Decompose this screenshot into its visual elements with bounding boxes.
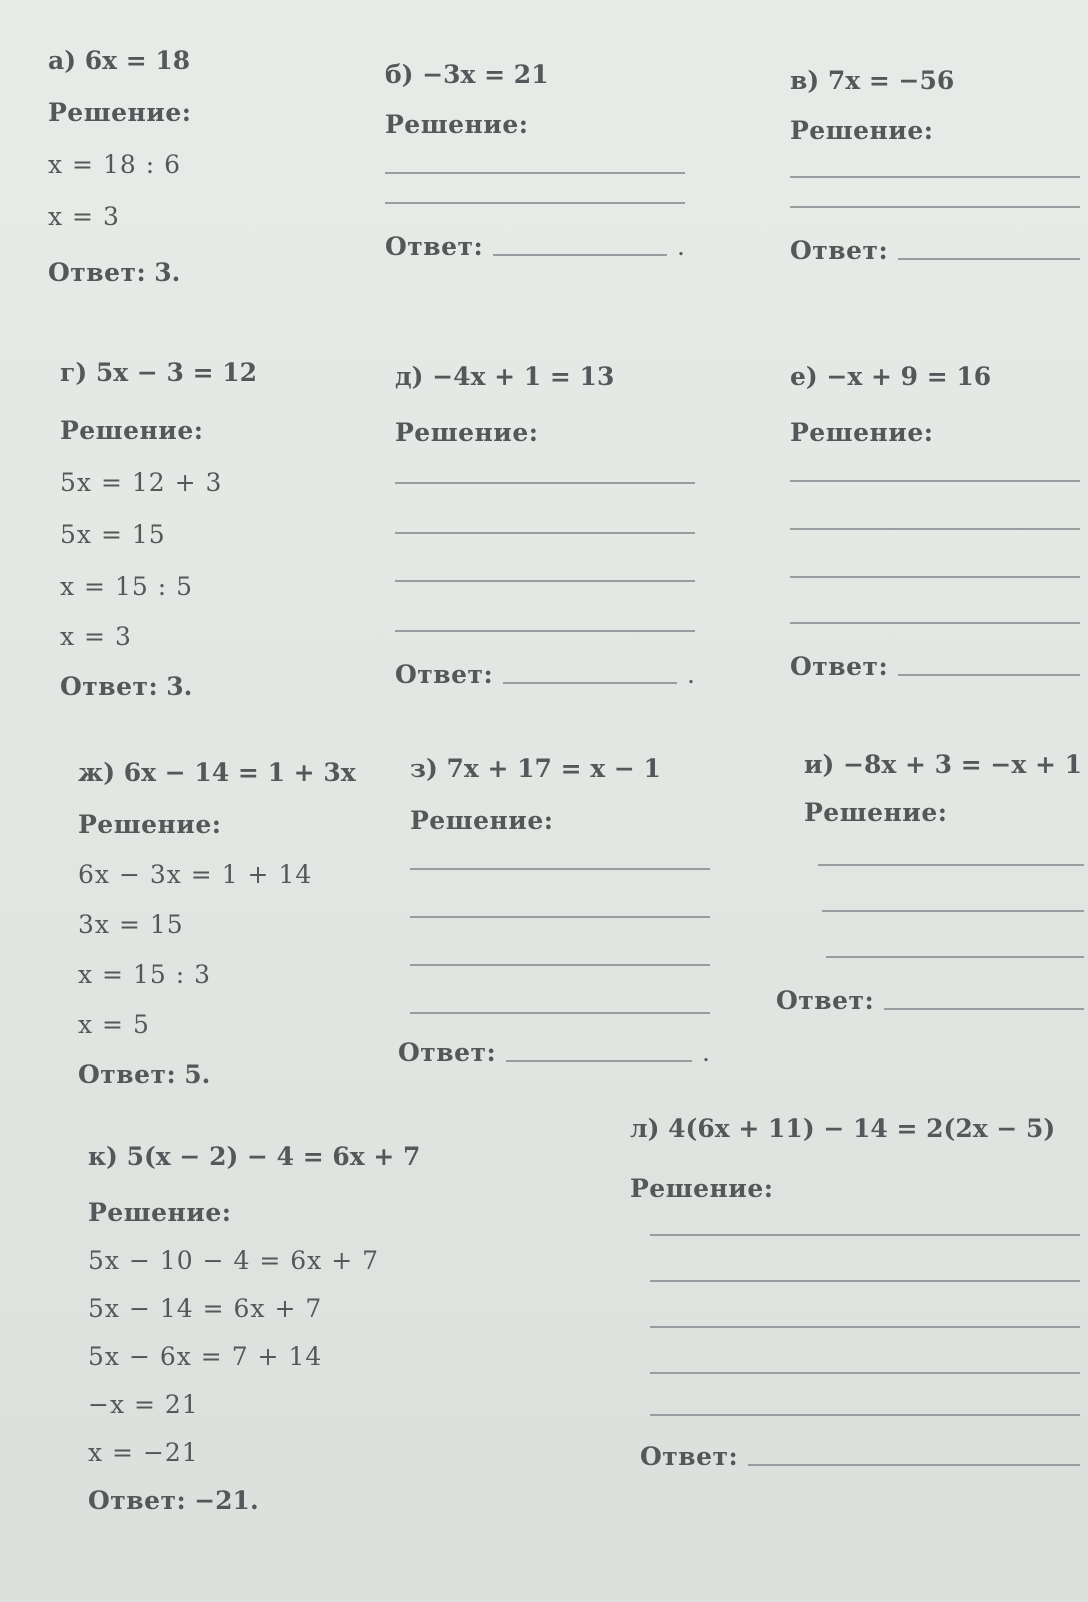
problem-equation: и) −8x + 3 = −x + 1: [804, 750, 1083, 779]
problem-equation: в) 7x = −56: [790, 66, 955, 95]
answer-row: [790, 234, 1080, 268]
problem-equation: з) 7x + 17 = x − 1: [410, 754, 661, 783]
answer-line-blank: [650, 1326, 1080, 1328]
answer-label: Ответ:: [48, 258, 147, 287]
solution-step: 5x − 6x = 7 + 14: [88, 1342, 323, 1371]
answer-line-blank: [650, 1234, 1080, 1236]
solution-label: Решение:: [790, 418, 934, 447]
solution-step: x = 15 : 3: [78, 960, 211, 989]
answer-row: [395, 658, 695, 692]
answer-line-blank: [410, 1012, 710, 1014]
period: .: [677, 232, 685, 261]
solution-label: Решение:: [630, 1174, 774, 1203]
answer-line-blank: [790, 528, 1080, 530]
solution-step: x = 15 : 5: [60, 572, 193, 601]
solution-label: Решение:: [804, 798, 948, 827]
answer-row: [88, 1484, 448, 1518]
answer-label: Ответ:: [790, 236, 889, 265]
answer-blank: [503, 682, 677, 684]
answer-row: [385, 230, 685, 264]
answer-label: Ответ:: [776, 986, 875, 1015]
answer-value: 3.: [166, 672, 193, 701]
answer-row: [48, 256, 368, 290]
solution-step: 5x = 12 + 3: [60, 468, 223, 497]
answer-label: Ответ:: [60, 672, 159, 701]
answer-line-blank: [790, 206, 1080, 208]
answer-blank: [898, 258, 1080, 260]
answer-label: Ответ:: [398, 1038, 497, 1067]
answer-line-blank: [395, 482, 695, 484]
answer-line-blank: [818, 864, 1084, 866]
solution-label: Решение:: [410, 806, 554, 835]
problem-i: [776, 748, 1084, 1018]
solution-step: x = 5: [78, 1010, 150, 1039]
answer-line-blank: [790, 176, 1080, 178]
answer-row: [790, 650, 1080, 684]
answer-line-blank: [395, 580, 695, 582]
solution-label: Решение:: [60, 416, 204, 445]
answer-value: 5.: [184, 1060, 211, 1089]
solution-step: 3x = 15: [78, 910, 184, 939]
solution-step: 5x = 15: [60, 520, 166, 549]
answer-line-blank: [385, 172, 685, 174]
answer-line-blank: [790, 622, 1080, 624]
answer-value: 3.: [154, 258, 181, 287]
solution-label: Решение:: [385, 110, 529, 139]
solution-step: 5x − 14 = 6x + 7: [88, 1294, 323, 1323]
problem-equation: б) −3x = 21: [385, 60, 549, 89]
answer-row: [60, 670, 380, 704]
answer-line-blank: [410, 916, 710, 918]
problem-g: [60, 356, 380, 704]
answer-line-blank: [650, 1372, 1080, 1374]
period: .: [687, 660, 695, 689]
problem-equation: к) 5(x − 2) − 4 = 6x + 7: [88, 1142, 421, 1171]
solution-step: 6x − 3x = 1 + 14: [78, 860, 313, 889]
answer-row: [398, 1036, 710, 1070]
answer-line-blank: [410, 964, 710, 966]
problem-zh: [78, 756, 398, 1092]
solution-label: Решение:: [48, 98, 192, 127]
answer-line-blank: [410, 868, 710, 870]
answer-value: −21.: [194, 1486, 259, 1515]
answer-line-blank: [395, 630, 695, 632]
answer-blank: [884, 1008, 1084, 1010]
problem-z: [398, 752, 710, 1070]
problem-a: [48, 44, 368, 290]
answer-label: Ответ:: [395, 660, 494, 689]
problem-equation: л) 4(6x + 11) − 14 = 2(2x − 5): [630, 1114, 1056, 1143]
answer-row: [776, 984, 1084, 1018]
answer-line-blank: [650, 1280, 1080, 1282]
problem-equation: а) 6x = 18: [48, 46, 191, 75]
problem-v: [790, 64, 1080, 268]
answer-line-blank: [790, 480, 1080, 482]
solution-label: Решение:: [790, 116, 934, 145]
answer-line-blank: [385, 202, 685, 204]
problem-e: [790, 360, 1080, 684]
period: .: [702, 1038, 710, 1067]
problem-l: [630, 1112, 1080, 1474]
answer-line-blank: [790, 576, 1080, 578]
answer-line-blank: [826, 956, 1084, 958]
answer-blank: [748, 1464, 1080, 1466]
problem-equation: е) −x + 9 = 16: [790, 362, 992, 391]
solution-label: Решение:: [78, 810, 222, 839]
solution-step: x = 18 : 6: [48, 150, 181, 179]
solution-step: x = 3: [48, 202, 120, 231]
solution-label: Решение:: [395, 418, 539, 447]
problem-b: [385, 58, 685, 264]
solution-step: 5x − 10 − 4 = 6x + 7: [88, 1246, 379, 1275]
answer-blank: [493, 254, 667, 256]
solution-step: x = 3: [60, 622, 132, 651]
answer-row: [640, 1440, 1080, 1474]
problem-equation: ж) 6x − 14 = 1 + 3x: [78, 758, 356, 787]
problem-equation: д) −4x + 1 = 13: [395, 362, 615, 391]
answer-blank: [898, 674, 1080, 676]
answer-label: Ответ:: [640, 1442, 739, 1471]
answer-label: Ответ:: [78, 1060, 177, 1089]
solution-label: Решение:: [88, 1198, 232, 1227]
answer-blank: [506, 1060, 692, 1062]
answer-row: [78, 1058, 398, 1092]
answer-label: Ответ:: [88, 1486, 187, 1515]
solution-step: −x = 21: [88, 1390, 199, 1419]
answer-line-blank: [822, 910, 1084, 912]
answer-label: Ответ:: [790, 652, 889, 681]
problem-equation: г) 5x − 3 = 12: [60, 358, 258, 387]
answer-line-blank: [650, 1414, 1080, 1416]
solution-step: x = −21: [88, 1438, 199, 1467]
answer-label: Ответ:: [385, 232, 484, 261]
answer-line-blank: [395, 532, 695, 534]
problem-d: [395, 360, 695, 692]
problem-k: [88, 1140, 448, 1518]
